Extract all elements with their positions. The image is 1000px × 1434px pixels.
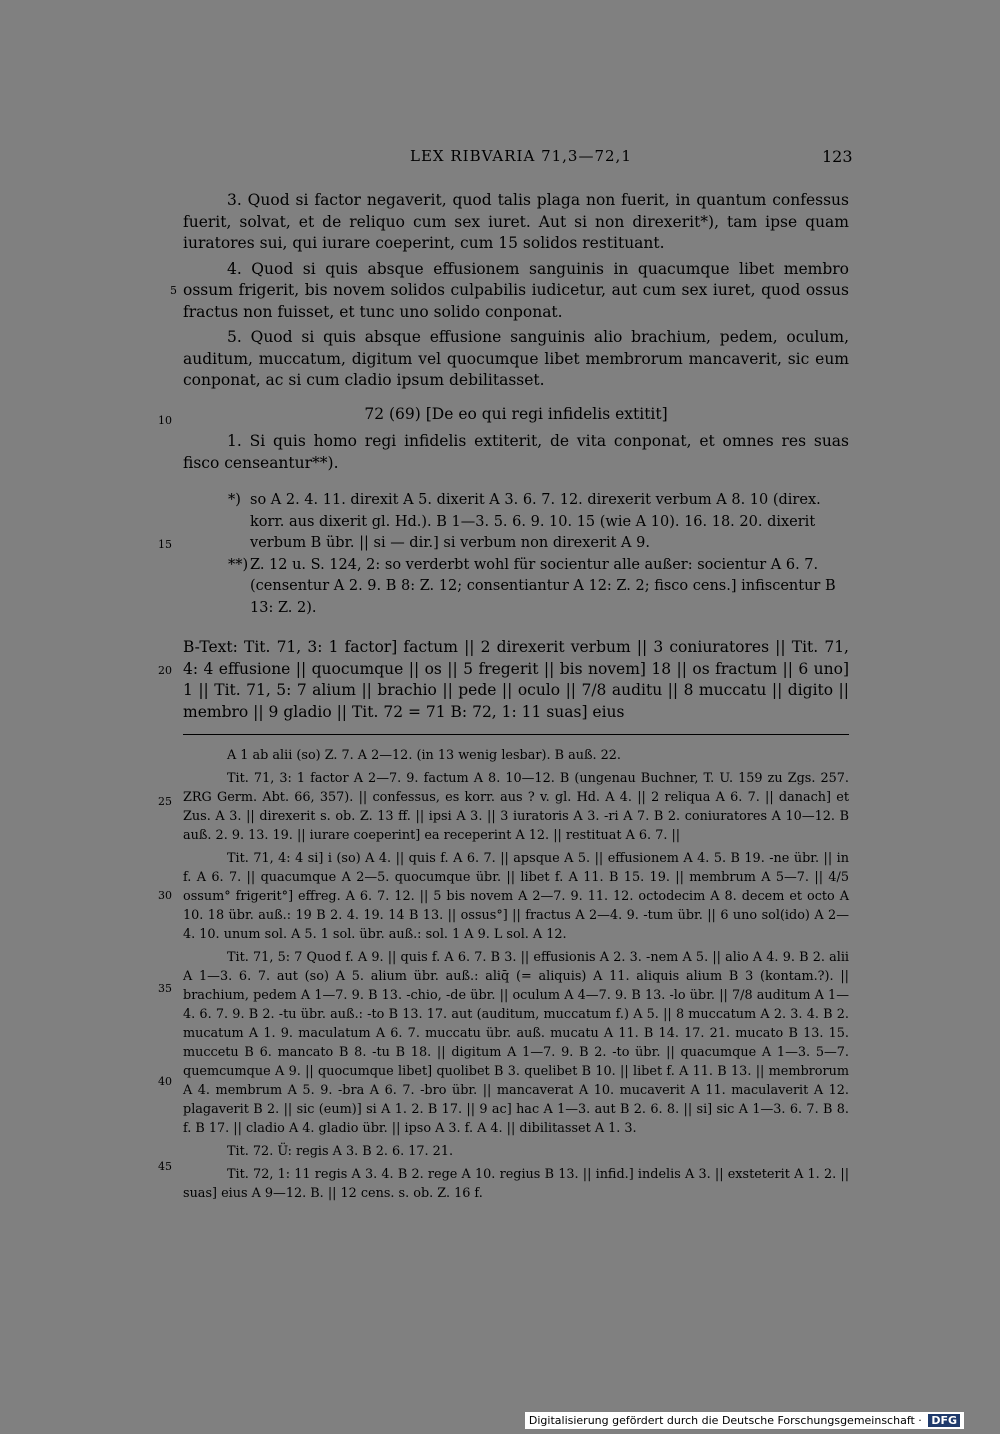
line-number-20: 20 [158,664,172,677]
apparatus-entry: Tit. 72, 1: 11 regis A 3. 4. B 2. rege A 10. regius B 13. || infid.] indelis A 3. || exsteterit A 1. 2. || suas] eius A 9—12. B. || 12 cens. s. ob. Z. 16 f. [183,1167,849,1201]
apparatus-entry: Tit. 71, 3: 1 factor A 2—7. 9. factum A 8. 10—12. B (ungenau Buchner, T. U. 159 zu Zgs. 257. ZRG Germ. Abt. 66, 357). || confessus, es korr. aus ? v. gl. Hd. A 4. || 2 reliqua A 6. 7. || danach] et Zus. A 3. || direxerit s. ob. Z. 13 ff. || ipsi A 3. || 3 iuratoris A 3. -ri A 7. B 2. coniuratores A 10—12. B auß. 2. 9. 13. 19. || iurare coeperint] ea receperint A 12. || restituat A 6. 7. || [183,771,849,843]
footnote-text: so A 2. 4. 11. direxit A 5. dixerit A 3. 6. 7. 12. direxerit verbum A 8. 10 (direx. korr. aus dixerit gl. Hd.). B 1—3. 5. 6. 9. 10. 15 (wie A 10). 16. 18. 20. dixerit verbum B übr. || si — dir.] si verbum non direxerit A 9. [250,492,821,551]
apparatus-entry: Tit. 71, 4: 4 si] i (so) A 4. || quis f. A 6. 7. || apsque A 5. || effusionem A 4. 5. B 19. -ne übr. || in f. A 6. 7. || quacumque A 2—5. quocumque übr. || libet f. A 11. B 15. 19. || membrum A 5—7. || 4/5 ossum° frigerit°] effreg. A 6. 7. 12. || 5 bis novem A 2—7. 9. 11. 12. octodecim A 8. decem et octo A 10. 18 übr. auß.: 19 B 2. 4. 19. 14 B 13. || ossus°] || fractus A 2—4. 9. -tum übr. || 6 uno sol(ido) A 2—4. 10. unum sol. A 5. 1 sol. übr. auß.: sol. 1 A 9. L sol. A 12. [183,851,849,942]
b-text-apparatus: B-Text: Tit. 71, 3: 1 factor] factum || 2 direxerit verbum || 3 coniuratores || Tit. 71, 4: 4 effusione || quocumque || os || 5 fregerit || bis novem] 18 || os fractum || 6 uno] 1 || Tit. 71, 5: 7 alium || brachio || pede || oculo || 7/8 auditu || 8 muccatu || digito || membro || 9 gladio || Tit. 72 = 71 B: 72, 1: 11 suas] eius [183,638,849,721]
section-heading-72: 72 (69) [De eo qui regi infidelis extitit] [364,404,668,423]
paragraph-4: 4. Quod si quis absque effusionem sanguinis in quacumque libet membro ossum frigerit, bis novem solidos culpabilis iudicetur, aut cum sex iuret, quod ossus fractus non fuisset, et tunc uno solido conponat. [183,259,849,321]
credit-text: Digitalisierung gefördert durch die Deutsche Forschungsgemeinschaft · [528,1414,922,1427]
line-number-5: 5 [170,284,177,297]
apparatus-entry: Tit. 72. Ü: regis A 3. B 2. 6. 17. 21. [227,1144,454,1159]
apparatus-entry: Tit. 71, 5: 7 Quod f. A 9. || quis f. A 6. 7. B 3. || effusionis A 2. 3. -nem A 5. || alio A 4. 9. B 2. alii A 1—3. 6. 7. aut (so) A 5. alium übr. auß.: aliq̄ (= aliquis) A 11. aliquis alium B 3 (kontam.?). || brachium, pedem A 1—7. 9. B 13. -chio, -de übr. || oculum A 4—7. 9. B 13. -lo übr. || 7/8 auditum A 1—4. 6. 7. 9. B 2. -tu übr. auß.: -to B 13. 17. aut (auditum, muccatum f.) A 5. || 8 muccatum A 2. 3. 4. B 2. mucatum A 1. 9. maculatum A 6. 7. muccatu übr. auß. mucatu A 11. B 14. 17. 21. mucato B 13. 15. muccetu B 6. mancato B 8. -tu B 18. || digitum A 1—7. 9. B 2. -to übr. || quacumque A 1—3. 5—7. quemcumque A 9. || quocumque libet] quolibet B 3. quelibet B 10. || libet f. A 11. B 13. || membrorum A 4. membrum A 5. 9. -bra A 6. 7. -bro übr. || mancaverat A 10. mucaverit A 11. maculaverit A 12. plagaverit B 2. || sic (eum)] si A 1. 2. B 17. || 9 ac] hac A 1—3. aut B 2. 6. 8. || si] sic A 1—3. 6. 7. B 8. f. B 17. || cladio A 4. gladio übr. || ipso A 3. f. A 4. || dibilitasset A 1. 3. [183,950,849,1136]
main-text [183,190,849,474]
digitization-credit [525,1412,964,1429]
footnotes [228,490,849,619]
page-number: 123 [822,147,853,166]
footnote-mark: *) [228,492,241,508]
footnote [228,490,849,555]
running-title: LEX RIBVARIA 71,3—72,1 [410,147,632,165]
divider [183,734,849,735]
line-number-40: 40 [158,1075,172,1088]
apparatus-entry: A 1 ab alii (so) Z. 7. A 2—12. (in 13 wenig lesbar). B auß. 22. [227,748,621,763]
line-number-30: 30 [158,889,172,902]
line-number-35: 35 [158,982,172,995]
critical-apparatus [183,746,849,1207]
dfg-logo: DFG [928,1414,960,1427]
line-number-10: 10 [158,414,172,427]
paragraph-72-1: 1. Si quis homo regi infidelis extiterit, de vita conponat, et omnes res suas fisco censeantur**). [183,432,849,472]
footnote-text: Z. 12 u. S. 124, 2: so verderbt wohl für socientur alle außer: socientur A 6. 7. (censentur A 2. 9. B 8: Z. 12; consentiantur A 12: Z. 2; fisco cens.] infiscentur B 13: Z. 2). [250,556,836,616]
footnote [228,555,849,620]
paragraph-5: 5. Quod si quis absque effusione sanguinis alio brachium, pedem, oculum, auditum, muccatum, digitum vel quocumque libet membrorum mancaverit, sic eum conponat, ac si cum cladio ipsum debilitasset. [183,328,849,389]
line-number-25: 25 [158,795,172,808]
line-number-45: 45 [158,1160,172,1173]
paragraph-3: 3. Quod si factor negaverit, quod talis plaga non fuerit, in quantum confessus fuerit, solvat, et de reliquo cum sex iuret. Aut si non direxerit*), tam ipse quam iuratores sui, qui iurare coeperint, cum 15 solidos restituant. [183,191,849,252]
line-number-15: 15 [158,538,172,551]
footnote-mark: **) [228,556,249,573]
